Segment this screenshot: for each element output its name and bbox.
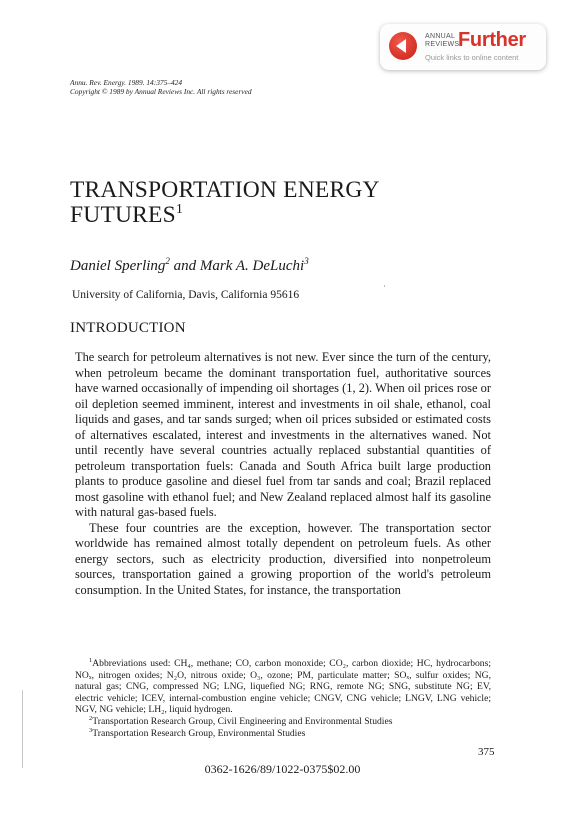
journal-citation-line: Annu. Rev. Energy. 1989. 14:375–424 [70,78,183,87]
author-footnote-mark[interactable]: 3 [304,256,309,266]
affiliation: University of California, Davis, California 95616 [72,289,300,301]
author-conjunction: and [169,258,200,274]
further-wordmark: Further [458,29,526,51]
article-title [70,178,380,228]
journal-citation [70,78,252,96]
footnote-text: Transportation Research Group, Environmental Studies [92,727,306,739]
footnote [75,728,491,740]
copyright-line: Copyright © 1989 by Annual Reviews Inc. All rights reserved [70,87,252,96]
body-paragraph: These four countries are the exception, however. The transportation sector worldwide has remained almost totally dependent on petroleum fuels. As other energy sectors, such as electricity production, diversified into nonpetroleum sources, transportation gained a growing proportion of the world's petroleum consumption. In the United States, for instance, the transportation [75,520,491,597]
scan-mark [384,285,385,287]
annual-reviews-logo-text [425,33,459,49]
play-arrow-icon [389,32,417,60]
margin-rule [22,690,23,768]
footnote [75,716,491,728]
reviews-label: REVIEWS [425,41,460,48]
title-line-2 [70,203,380,228]
body-paragraph: The search for petroleum alternatives is not new. Ever since the turn of the century, when petroleum became the dominant transportation fuel, authoritative sources have warned occasionally of impending oil shortages (1, 2). When oil prices rose or oil depletion seemed imminent, interest and investments in oil shale, ethanol, coal liquids and gases, and tar sands surged; when oil prices subsided or estimated costs of alternatives escalated, interest and investments in the alternatives waned. Not until recently have several countries actually replaced substantial quantities of petroleum transportation fuels: Canada and South Africa built large production plants to produce gasoline and diesel fuel from tar sands and coal; Brazil replaced most gasoline with ethanol fuel; and New Zealand replaced almost half its gasoline with natural gas-based fuels. [75,350,491,519]
footnote [75,658,491,716]
footnote-text: Abbreviations used: CH₄, methane; CO, carbon monoxide; CO₂, carbon dioxide; HC, hydrocarbons; NOₓ, nitrogen oxides; N₂O, nitrous oxide; O₃, ozone; PM, particulate matter; SOₓ, sulfur oxides; NG, natural gas; CNG, compressed NG; LNG, liquefied NG; RNG, remote NG; SNG, substitute NG; EV, electric vehicle; ICEV, internal-combustion engine vehicle; CNGV, CNG vehicle; LNGV, LNG vehicle; NGV, NG vehicle; LH₂, liquid hydrogen. [75,658,491,716]
author-list [70,258,309,275]
footnote-mark: 1 [89,657,93,664]
author-footnote-mark[interactable]: 2 [165,256,170,266]
section-heading: INTRODUCTION [70,320,186,336]
footnote-text: Transportation Research Group, Civil Engineering and Environmental Studies [92,715,393,727]
author-name: Mark A. DeLuchi [199,258,305,274]
footnotes [75,658,491,739]
banner-subtitle: Quick links to online content [425,53,519,62]
footnote-mark: 2 [89,714,93,722]
further-links-banner[interactable] [380,24,546,70]
title-line-1: TRANSPORTATION ENERGY [70,177,380,203]
title-word: FUTURES [70,202,176,228]
body-text [75,350,491,598]
annual-label: ANNUAL [425,33,456,40]
page-number: 375 [478,746,495,758]
author-name: Daniel Sperling [70,258,166,274]
footnote-mark: 3 [89,726,93,734]
article-identifier: 0362-1626/89/1022-0375$02.00 [204,762,361,776]
title-footnote-mark[interactable]: 1 [175,202,184,217]
